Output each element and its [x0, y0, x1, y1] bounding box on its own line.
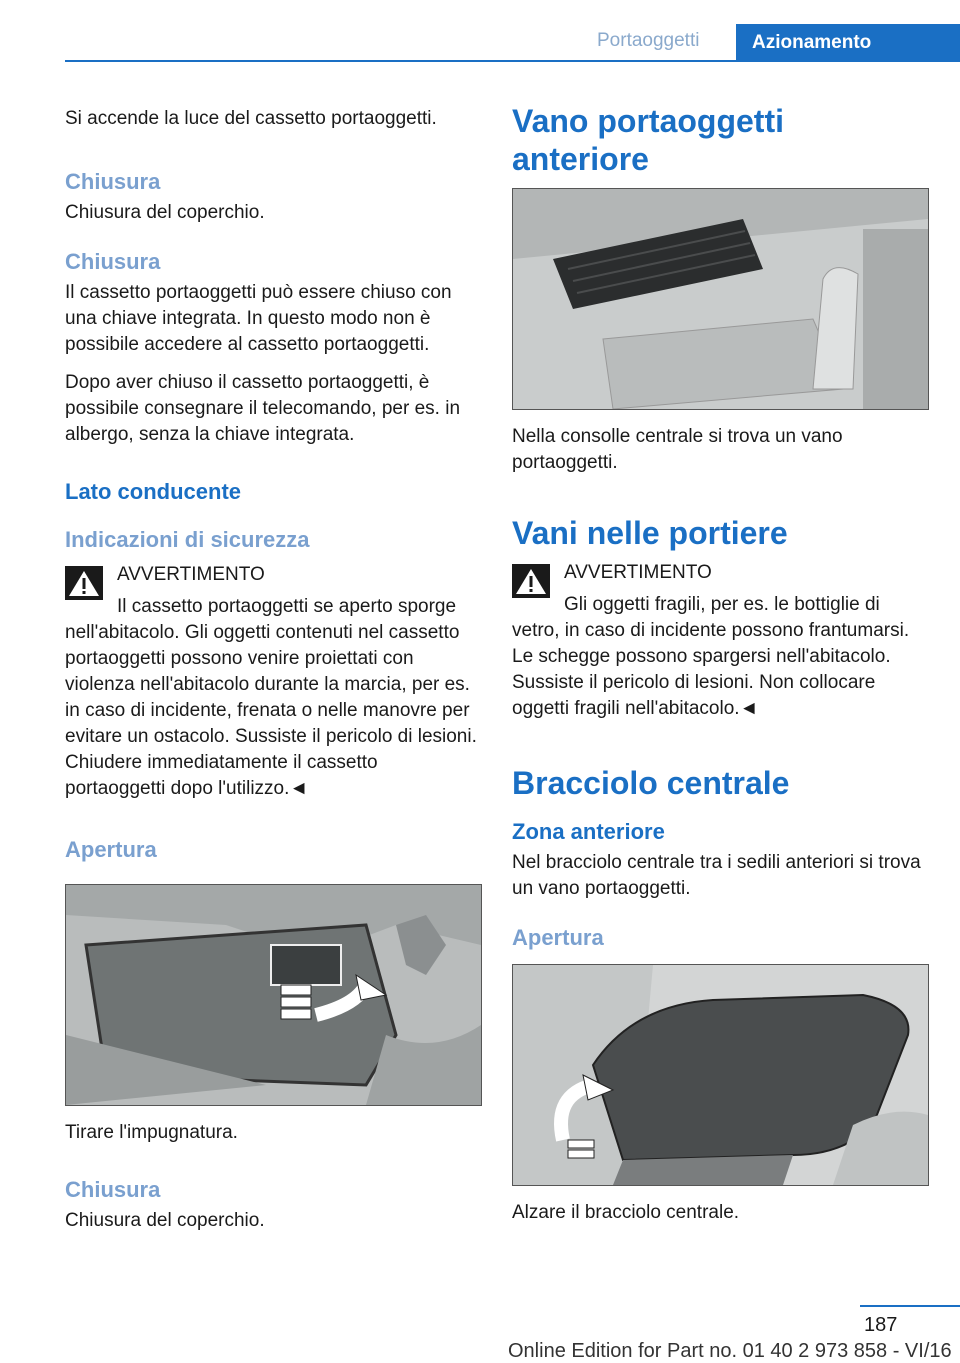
glovebox-illustration	[66, 885, 481, 1105]
heading-armrest: Bracciolo centrale	[512, 765, 790, 801]
header-rule	[65, 60, 960, 62]
header-chapter-tab: Azionamento	[736, 24, 960, 62]
caption-handle: Tirare l'impugnatura.	[65, 1122, 238, 1143]
heading-door-compartments: Vani nelle portiere	[512, 515, 788, 551]
footer-rule	[860, 1305, 960, 1307]
warning-text-left: Il cassetto portaoggetti se aperto sporge nell'abitacolo. Gli oggetti contenuti nel cassetto portaoggetti possono venire proiettati con violenza nell'abitacolo durante la marcia, per es. in caso di incidente, frenata o nelle manovre per evitare un ostacolo. Sussiste il pericolo di lesioni. Chiudere immediatamente il cassetto portaoggetti dopo l'utilizzo.◄	[65, 596, 477, 799]
left-column	[65, 102, 480, 1234]
text-front-compartment: Nella consolle centrale si trova un vano portaoggetti.	[512, 426, 843, 473]
heading-chiusura-2: Chiusura	[65, 249, 161, 274]
heading-driver-side: Lato conducente	[65, 479, 242, 504]
intro-text: Si accende la luce del cassetto portaoggetti.	[65, 108, 437, 129]
armrest-photo	[512, 964, 929, 1186]
armrest-illustration	[513, 965, 928, 1185]
heading-apertura-left: Apertura	[65, 837, 157, 862]
heading-chiusura-3: Chiusura	[65, 1177, 161, 1202]
text-chiusura-1: Chiusura del coperchio.	[65, 202, 265, 223]
warning-triangle-icon	[65, 566, 103, 600]
heading-chiusura-1: Chiusura	[65, 169, 161, 194]
text-lock-2: Dopo aver chiuso il cassetto portaoggetti, è possibile consegnare il telecomando, per es. in albergo, senza la chiave integrata.	[65, 372, 461, 445]
heading-apertura-right: Apertura	[512, 925, 604, 950]
heading-safety: Indicazioni di sicurezza	[65, 527, 310, 552]
header-section-label: Portaoggetti	[597, 30, 700, 51]
right-column	[512, 102, 927, 1226]
edition-note: Online Edition for Part no. 01 40 2 973 858 - VI/16	[508, 1340, 952, 1362]
text-chiusura-3: Chiusura del coperchio.	[65, 1210, 265, 1231]
page-number: 187	[864, 1314, 898, 1336]
heading-front-zone: Zona anteriore	[512, 819, 665, 844]
text-front-zone: Nel bracciolo centrale tra i sedili anteriori si trova un vano portaoggetti.	[512, 852, 921, 899]
console-illustration	[513, 189, 928, 409]
warning-block-right	[512, 560, 927, 722]
text-lock-1: Il cassetto portaoggetti può essere chiuso con una chiave integrata. In questo modo non è possibile accedere al cassetto portaoggetti.	[65, 282, 452, 355]
warning-title-right: AVVERTIMENTO	[564, 562, 712, 583]
warning-text-right: Gli oggetti fragili, per es. le bottiglie di vetro, in caso di incidente possono frantumarsi. Le schegge possono spargersi nell'abitacolo. Sussiste il pericolo di lesioni. Non collocare oggetti fragili nell'abitacolo.◄	[512, 594, 910, 719]
caption-armrest: Alzare il bracciolo centrale.	[512, 1202, 740, 1223]
console-compartment-photo	[512, 188, 929, 410]
heading-front-compartment: Vano portaoggetti anteriore	[512, 103, 784, 177]
glovebox-handle-photo	[65, 884, 482, 1106]
warning-title-left: AVVERTIMENTO	[117, 564, 265, 585]
warning-block-left	[65, 562, 480, 802]
warning-triangle-icon	[512, 564, 550, 598]
